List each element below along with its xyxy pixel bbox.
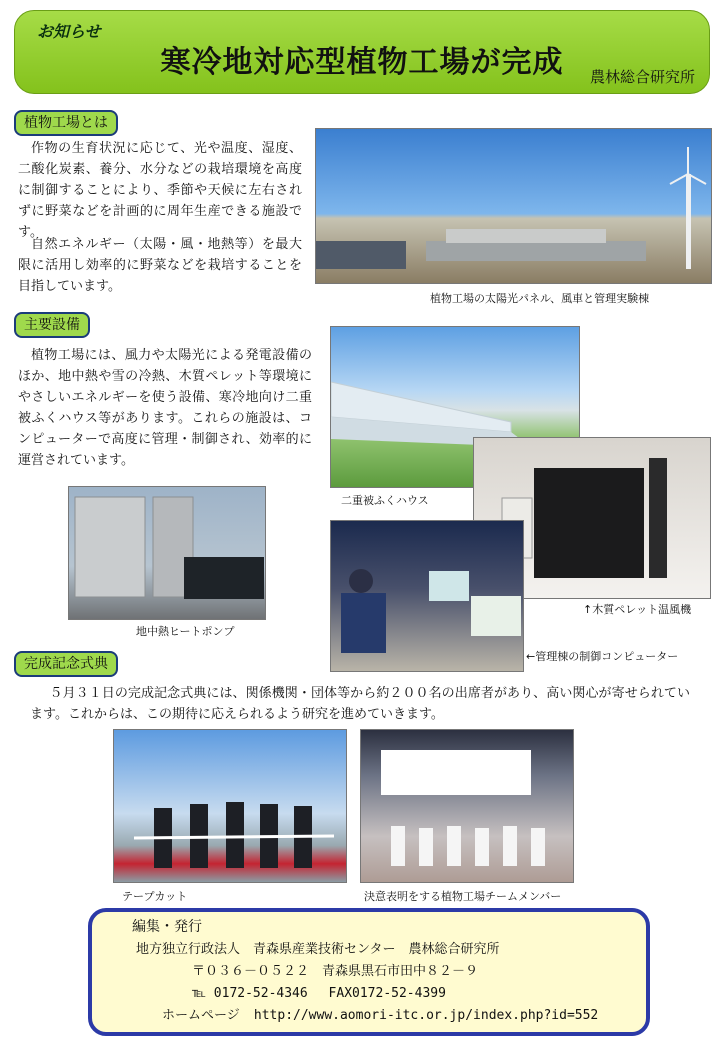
organization-name: 農林総合研究所 [589, 68, 695, 86]
heat-pump-illustration [69, 487, 265, 619]
header-banner [14, 10, 710, 94]
section2-paragraph: 植物工場には、風力や太陽光による発電設備のほか、地中熱や雪の冷熱、木質ペレット等環境にやさしいエネルギーを使う設備、寒冷地向け二重被ふくハウス等があります。これらの施設は、コンピューターで高度に管理・制御され、効率的に運営されています。 [18, 348, 312, 468]
tape-cutting-caption: テープカット [122, 890, 188, 903]
section1-paragraph-1: 作物の生育状況に応じて、光や温度、湿度、二酸化炭素、養分、水分などの栽培環境を高度に制御することにより、季節や天候に左右されずに野菜などを計画的に周年生産できる施設です。 [18, 141, 302, 240]
control-computer-photo [330, 520, 524, 672]
ceremony-illustration [114, 730, 346, 882]
footer-publisher: 地方独立行政法人 青森県産業技術センター 農林総合研究所 [136, 942, 500, 957]
geothermal-heat-pump-photo [68, 486, 266, 620]
section3-paragraph: ５月３１日の完成記念式典には、関係機関・団体等から約２００名の出席者があり、高い関心が寄せられています。これからは、この期待に応えられるよう研究を進めていきます。 [30, 686, 690, 722]
section1-paragraph-2: 自然エネルギー（太陽・風・地熱等）を最大限に活用し効率的に野菜などを栽培することを目指しています。 [18, 237, 302, 294]
double-film-house-caption: 二重被ふくハウス [341, 494, 429, 507]
footer-phone-fax: ℡ 0172-52-4346 FAX0172-52-4399 [192, 986, 446, 1001]
footer-address: 〒０３６－０５２２ 青森県黒石市田中８２－９ [192, 964, 479, 979]
notice-label: お知らせ [37, 22, 101, 41]
homepage-link[interactable]: http://www.aomori-itc.or.jp/index.php?id=552 [253, 1008, 599, 1023]
pellet-heater-caption: ↑木質ペレット温風機 [583, 603, 692, 616]
footer-heading: 編集・発行 [132, 919, 202, 935]
section-label-ceremony: 完成記念式典 [14, 651, 118, 677]
section-label-plant-factory: 植物工場とは [14, 110, 118, 136]
solar-photo-caption: 植物工場の太陽光パネル、風車と管理実験棟 [430, 292, 650, 305]
page-title: 寒冷地対応型植物工場が完成 [160, 45, 564, 80]
footer-homepage [162, 1004, 598, 1023]
section-label-main-facilities: 主要設備 [14, 312, 90, 338]
team-pledge-caption: 決意表明をする植物工場チームメンバー [364, 890, 562, 903]
publisher-footer [88, 908, 650, 1036]
heat-pump-caption: 地中熱ヒートポンプ [136, 625, 235, 638]
team-pledge-photo [360, 729, 574, 883]
solar-panel-windmill-illustration [316, 129, 711, 283]
tape-cutting-photo [113, 729, 347, 883]
homepage-label: ホームページ [162, 1008, 240, 1023]
control-computer-caption: ←管理棟の制御コンピューター [526, 650, 679, 663]
team-illustration [361, 730, 573, 882]
solar-panel-windmill-photo [315, 128, 712, 284]
control-room-illustration [331, 521, 523, 671]
